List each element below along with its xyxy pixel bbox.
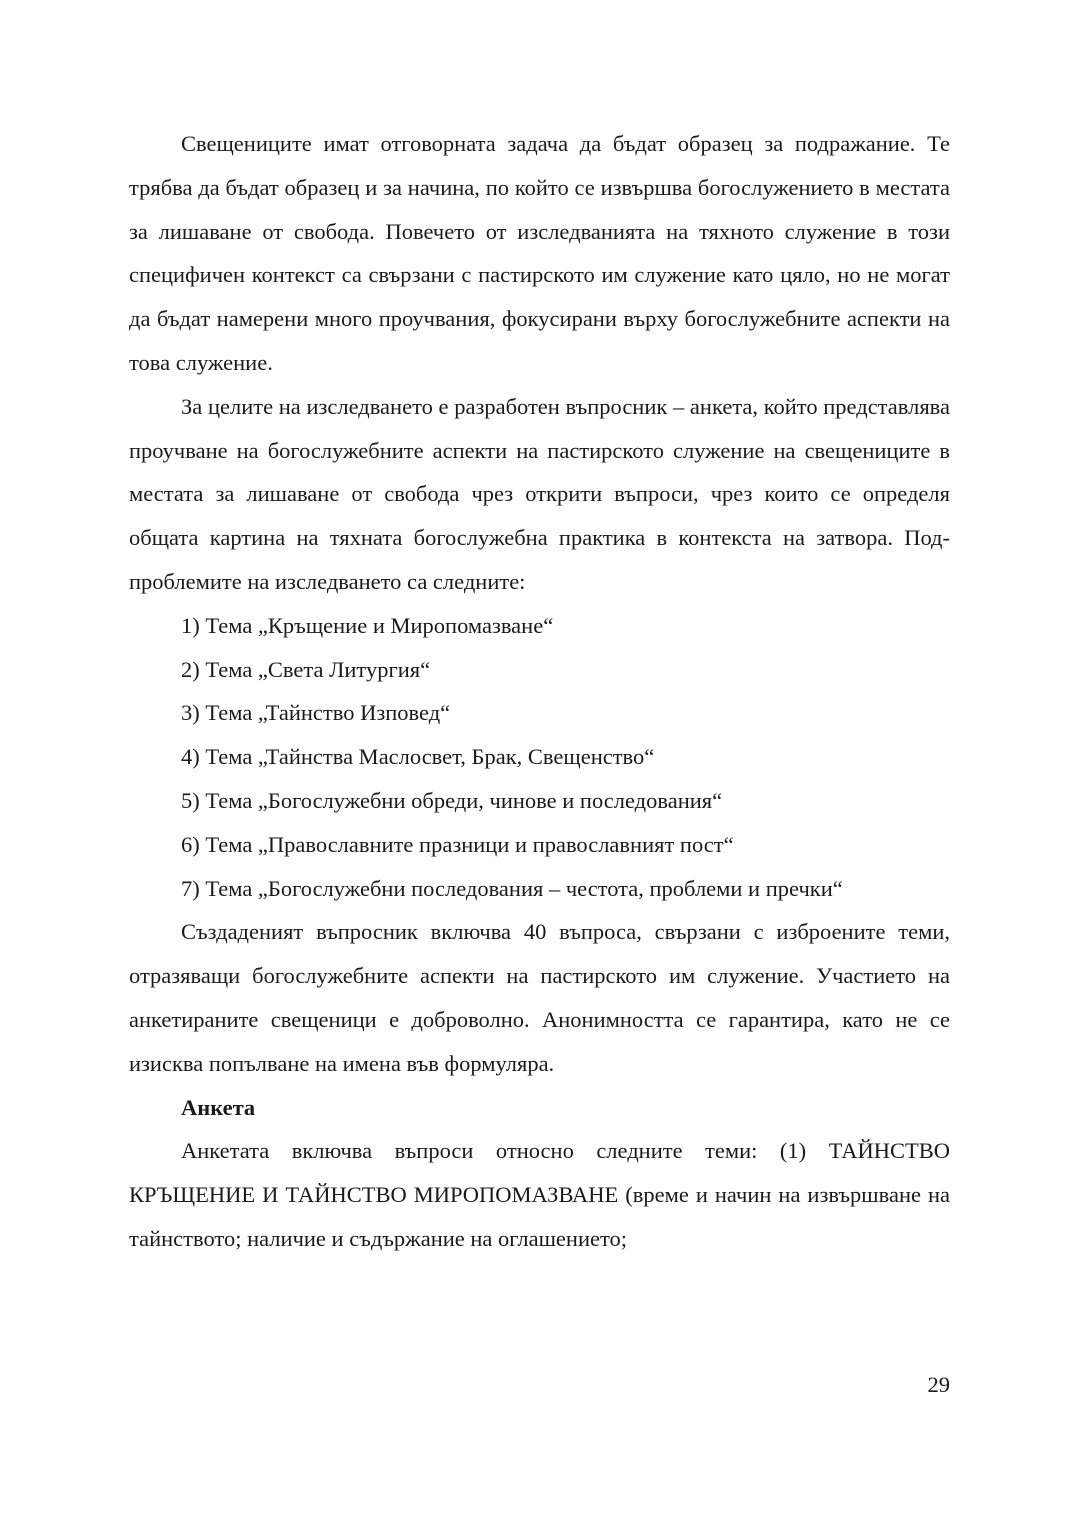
document-page [129, 122, 950, 1261]
list-item: 7) Тема „Богослужебни последования – честота, проблеми и пречки“ [181, 875, 843, 901]
paragraph-survey-topics: Анкетата включва въпроси относно следните теми: (1) ТАЙНСТВО КРЪЩЕНИЕ И ТАЙНСТВО МИРОПОМАЗВАНЕ (време и начин на извършване на тайнството; наличие и съдържание на оглашението; [129, 1138, 950, 1251]
list-item: 4) Тема „Тайнства Маслосвет, Брак, Свещенство“ [181, 744, 655, 770]
list-item: 6) Тема „Православните празници и православният пост“ [181, 831, 734, 857]
page-number: 29 [927, 1372, 950, 1397]
topics-list [129, 604, 950, 911]
paragraph-questionnaire-info: Създаденият въпросник включва 40 въпроса, свързани с изброените теми, отразяващи богослужебните аспекти на пастирското им служение. Участието на анкетираните свещеници е доброволно. Анонимността се гарантира, като не се изисква попълване на имена във формуляра. [129, 919, 950, 1076]
list-item: 3) Тема „Тайнство Изповед“ [181, 700, 451, 726]
paragraph-research-purpose: За целите на изследването е разработен въпросник – анкета, който представлява проучване на богослужебните аспекти на пастирското служение на свещениците в местата за лишаване от свобода чрез открити въпроси, чрез които се определя общата картина на тяхната богослужебна практика в контекста на затвора. Под-проблемите на изследването са следните: [129, 393, 950, 594]
list-item: 5) Тема „Богослужебни обреди, чинове и последования“ [181, 787, 723, 813]
paragraph-priests-role: Свещениците имат отговорната задача да бъдат образец за подражание. Те трябва да бъдат образец и за начина, по който се извършва богослужението в местата за лишаване от свобода. Повечето от изследванията на тяхното служение в този специфичен контекст са свързани с пастирското им служение като цяло, но не могат да бъдат намерени много проучвания, фокусирани върху богослужебните аспекти на това служение. [129, 131, 950, 375]
list-item: 1) Тема „Кръщение и Миропомазване“ [181, 612, 554, 638]
section-heading: Анкета [181, 1094, 256, 1120]
list-item: 2) Тема „Света Литургия“ [181, 656, 431, 682]
